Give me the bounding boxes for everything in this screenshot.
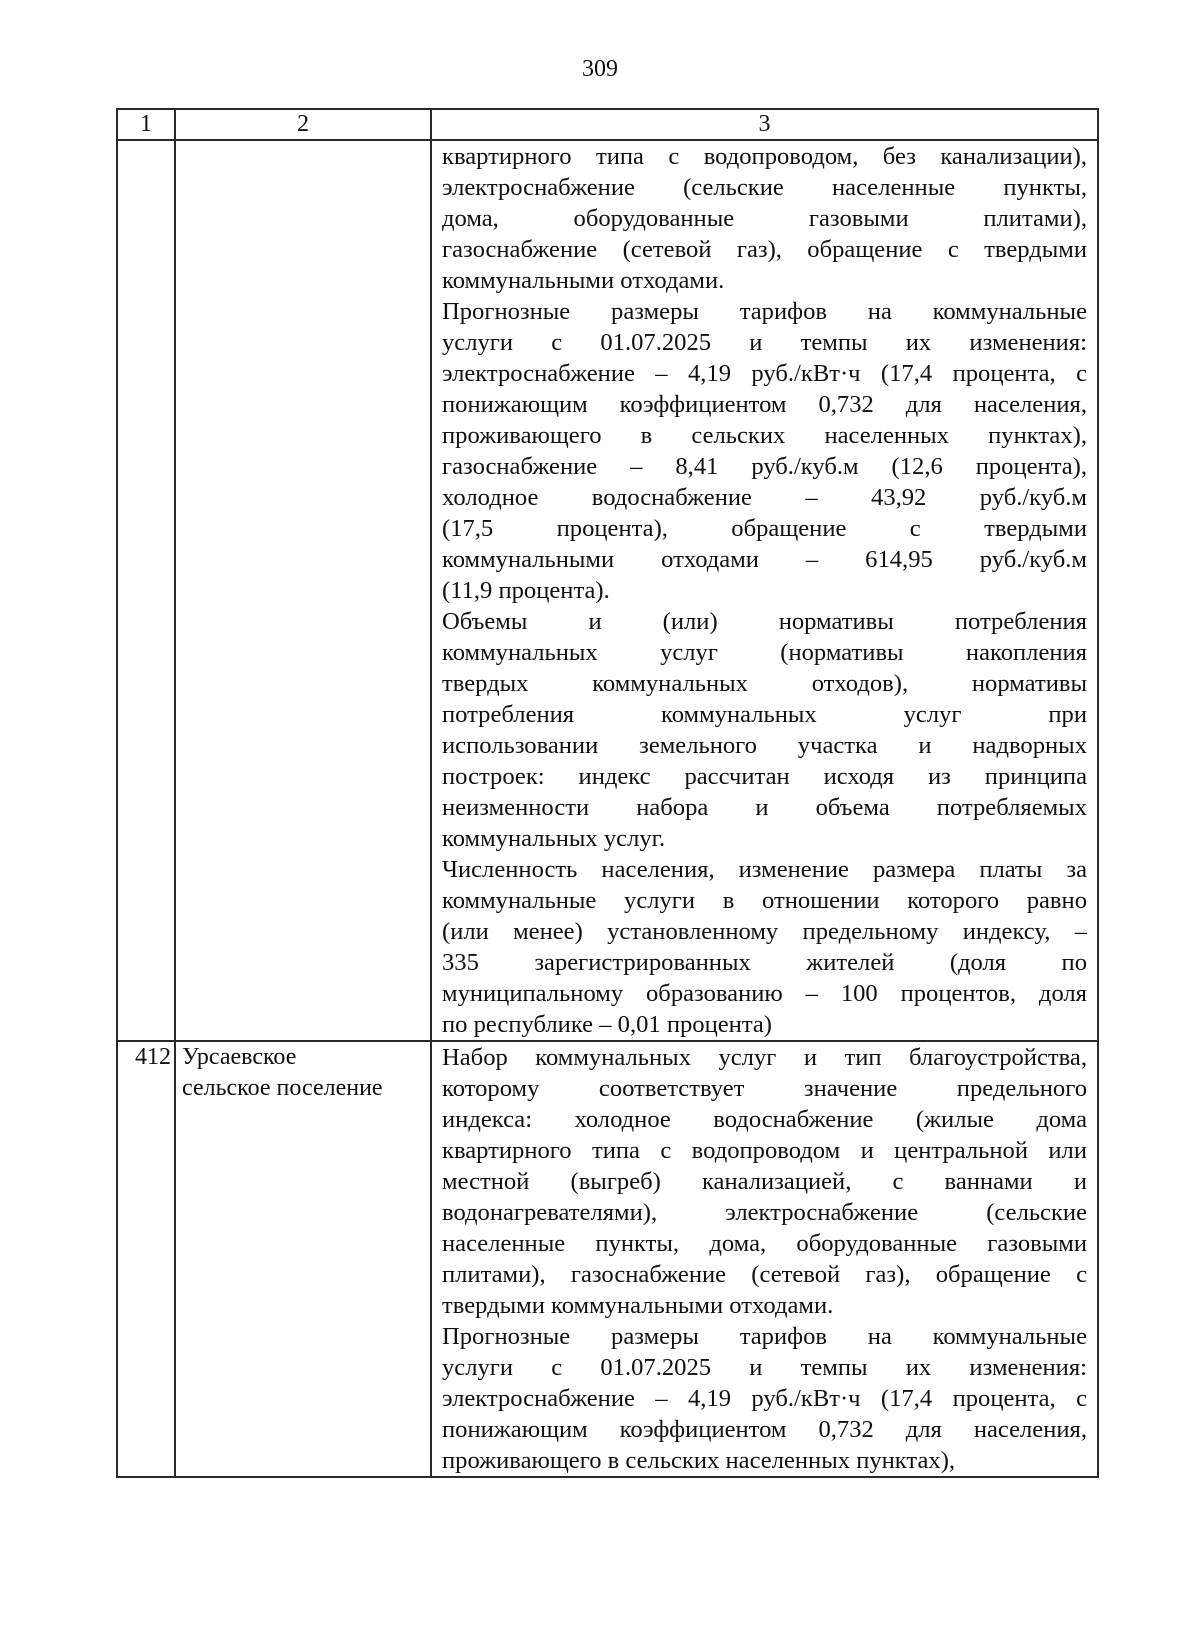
text-line: электроснабжение – 4,19 руб./кВт·ч (17,4 процента, с: [442, 1385, 1087, 1412]
text-line: холодное водоснабжение – 43,92 руб./куб.м: [442, 484, 1087, 511]
text-line: использовании земельного участка и надворных: [442, 732, 1087, 759]
description-cell: [431, 140, 1098, 1041]
text-line: Прогнозные размеры тарифов на коммунальные: [442, 298, 1087, 325]
header-col-1: 1: [117, 109, 175, 140]
text-line: электроснабжение (сельские населенные пункты,: [442, 174, 1087, 201]
text-line: местной (выгреб) канализацией, с ваннами и: [442, 1168, 1087, 1195]
text-line: газоснабжение – 8,41 руб./куб.м (12,6 процента),: [442, 453, 1087, 480]
text-line: электроснабжение – 4,19 руб./кВт·ч (17,4 процента, с: [442, 360, 1087, 387]
description-paragraph: [442, 296, 1087, 606]
header-col-3: 3: [431, 109, 1098, 140]
page-number: 309: [582, 56, 618, 82]
table-row: [117, 140, 1098, 1041]
municipality-name-cell: [175, 140, 431, 1041]
text-line: по республике – 0,01 процента): [442, 1011, 772, 1038]
description-paragraph: [442, 1321, 1087, 1476]
text-line: понижающим коэффициентом 0,732 для населения,: [442, 1416, 1087, 1443]
text-line: газоснабжение (сетевой газ), обращение с твердыми: [442, 236, 1087, 263]
text-line: твердыми коммунальными отходами.: [442, 1292, 834, 1319]
text-line: (17,5 процента), обращение с твердыми: [442, 515, 1087, 542]
text-line: коммунальные услуги в отношении которого равно: [442, 887, 1087, 914]
description-paragraph: [442, 854, 1087, 1040]
header-col-2: 2: [175, 109, 431, 140]
header-row: [117, 109, 1098, 140]
text-line: (или менее) установленному предельному индексу, –: [442, 918, 1087, 945]
text-line: водонагревателями), электроснабжение (сельские: [442, 1199, 1087, 1226]
text-line: плитами), газоснабжение (сетевой газ), обращение с: [442, 1261, 1087, 1288]
text-line: потребления коммунальных услуг при: [442, 701, 1087, 728]
row-number-cell: [117, 140, 175, 1041]
text-line: Численность населения, изменение размера платы за: [442, 856, 1087, 883]
text-line: твердых коммунальных отходов), нормативы: [442, 670, 1087, 697]
description-paragraph: [442, 606, 1087, 854]
text-line: коммунальными отходами – 614,95 руб./куб.м: [442, 546, 1087, 573]
municipality-name-cell: [175, 1041, 431, 1477]
text-line: квартирного типа с водопроводом и центральной или: [442, 1137, 1087, 1164]
table-row: [117, 1041, 1098, 1477]
text-line: квартирного типа с водопроводом, без канализации),: [442, 143, 1087, 170]
text-line: построек: индекс рассчитан исходя из принципа: [442, 763, 1087, 790]
text-line: Набор коммунальных услуг и тип благоустройства,: [442, 1044, 1087, 1071]
text-line: коммунальными отходами.: [442, 267, 725, 294]
text-line: дома, оборудованные газовыми плитами),: [442, 205, 1087, 232]
description-paragraph: [442, 1042, 1087, 1321]
text-line: Объемы и (или) нормативы потребления: [442, 608, 1087, 635]
text-line: населенные пункты, дома, оборудованные газовыми: [442, 1230, 1087, 1257]
municipality-name-line: сельское поселение: [182, 1075, 383, 1101]
text-line: понижающим коэффициентом 0,732 для населения,: [442, 391, 1087, 418]
text-line: которому соответствует значение предельного: [442, 1075, 1087, 1102]
text-line: индекса: холодное водоснабжение (жилые дома: [442, 1106, 1087, 1133]
text-line: неизменности набора и объема потребляемых: [442, 794, 1087, 821]
text-line: Прогнозные размеры тарифов на коммунальные: [442, 1323, 1087, 1350]
municipality-name-line: Урсаевское: [182, 1044, 297, 1070]
text-line: услуги с 01.07.2025 и темпы их изменения:: [442, 1354, 1087, 1381]
text-line: коммунальных услуг (нормативы накопления: [442, 639, 1087, 666]
text-line: муниципальному образованию – 100 процентов, доля: [442, 980, 1087, 1007]
text-line: (11,9 процента).: [442, 577, 610, 604]
description-cell: [431, 1041, 1098, 1477]
text-line: коммунальных услуг.: [442, 825, 666, 852]
text-line: проживающего в сельских населенных пунктах),: [442, 422, 1087, 449]
text-line: услуги с 01.07.2025 и темпы их изменения:: [442, 329, 1087, 356]
tariff-table: [116, 108, 1099, 1478]
text-line: 335 зарегистрированных жителей (доля по: [442, 949, 1087, 976]
row-number-cell: 412: [117, 1041, 175, 1477]
description-paragraph: [442, 141, 1087, 296]
text-line: проживающего в сельских населенных пунктах),: [442, 1447, 956, 1474]
